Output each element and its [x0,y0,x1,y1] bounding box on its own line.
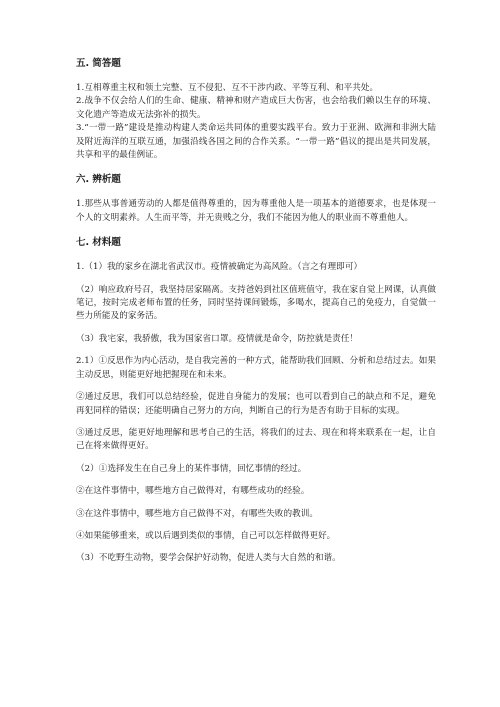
section-7-heading: 七. 材料题 [76,237,121,249]
section-5-answer-3: 3.“一带一路”建设是推动构建人类命运共同体的重要实践平台。致力于亚洲、欧洲和非洲大陆及附近海洋的互联互通，加强沿线各国之间的合作关系。“一带一路”倡议的提出是共同发展，共享和平的最佳例证。 [76,123,436,161]
section-7-q2-part1-point1: 2.1）①反思作为内心活动，是自我完善的一种方式，能帮助我们回顾、分析和总结过去。如果主动反思，则能更好地把握现在和未来。 [76,356,436,380]
section-7-q1-part2: （2）响应政府号召，我坚持居家隔离。支持爸妈到社区值班值守，我在家自觉上网课，认真做笔记，按时完成老师布置的任务，同时坚持课间锻炼，多喝水，提高自己的免疫力，自觉做一些力所能及的家务活。 [76,284,436,322]
section-7-q2-part3: （3）不吃野生动物，要学会保护好动物，促进人类与大自然的和谐。 [76,553,341,564]
section-7-q2-part2-step3: ③在这件事情中，哪些地方自己做得不对，有哪些失败的教训。 [76,508,319,519]
section-7-q2-part1-point2: ②通过反思，我们可以总结经验，促进自身能力的发展；也可以看到自己的缺点和不足，避免再犯同样的错误；还能明确自己努力的方向，判断自己的行为是否有助于目标的实现。 [76,392,436,416]
section-6-heading: 六. 辨析题 [76,174,121,186]
section-7-q2-part1-point3: ③通过反思，能更好地理解和思考自己的生活，将我们的过去、现在和将来联系在一起，让自己在将来做得更好。 [76,427,436,452]
section-7-q2-part2-step4: ④如果能够重来，或以后遇到类似的事情，自己可以怎样做得更好。 [76,530,336,541]
document-page [76,58,436,566]
section-7-q2-part2-step2: ②在这件事情中，哪些地方自己做得对，有哪些成功的经验。 [76,486,310,497]
section-6-answer-1: 1.那些从事普通劳动的人都是值得尊重的，因为尊重他人是一项基本的道德要求，也是体现一个人的文明素养。人生而平等，并无贵贱之分，我们不能因为他人的职业而不尊重他人。 [76,199,436,223]
section-7-q1-part3: （3）我宅家，我骄傲，我为国家省口罩。疫情就是命令，防控就是责任！ [76,333,359,344]
section-7-q2-part2-step1: （2）①选择发生在自己身上的某件事情，回忆事情的经过。 [76,463,307,474]
section-5-heading: 五. 简答题 [76,58,121,69]
section-5-answer-2: 2.战争不仅会给人们的生命、健康、精神和财产造成巨大伤害，也会给我们赖以生存的环境、文化遗产等造成无法弥补的损失。 [76,96,436,120]
section-7-q1-part1: 1.（1）我的家乡在湖北省武汉市。疫情被确定为高风险。（言之有理即可） [76,262,363,273]
section-5-answer-1: 1.互相尊重主权和领土完整、互不侵犯、互不干涉内政、平等互利、和平共处。 [76,83,379,93]
